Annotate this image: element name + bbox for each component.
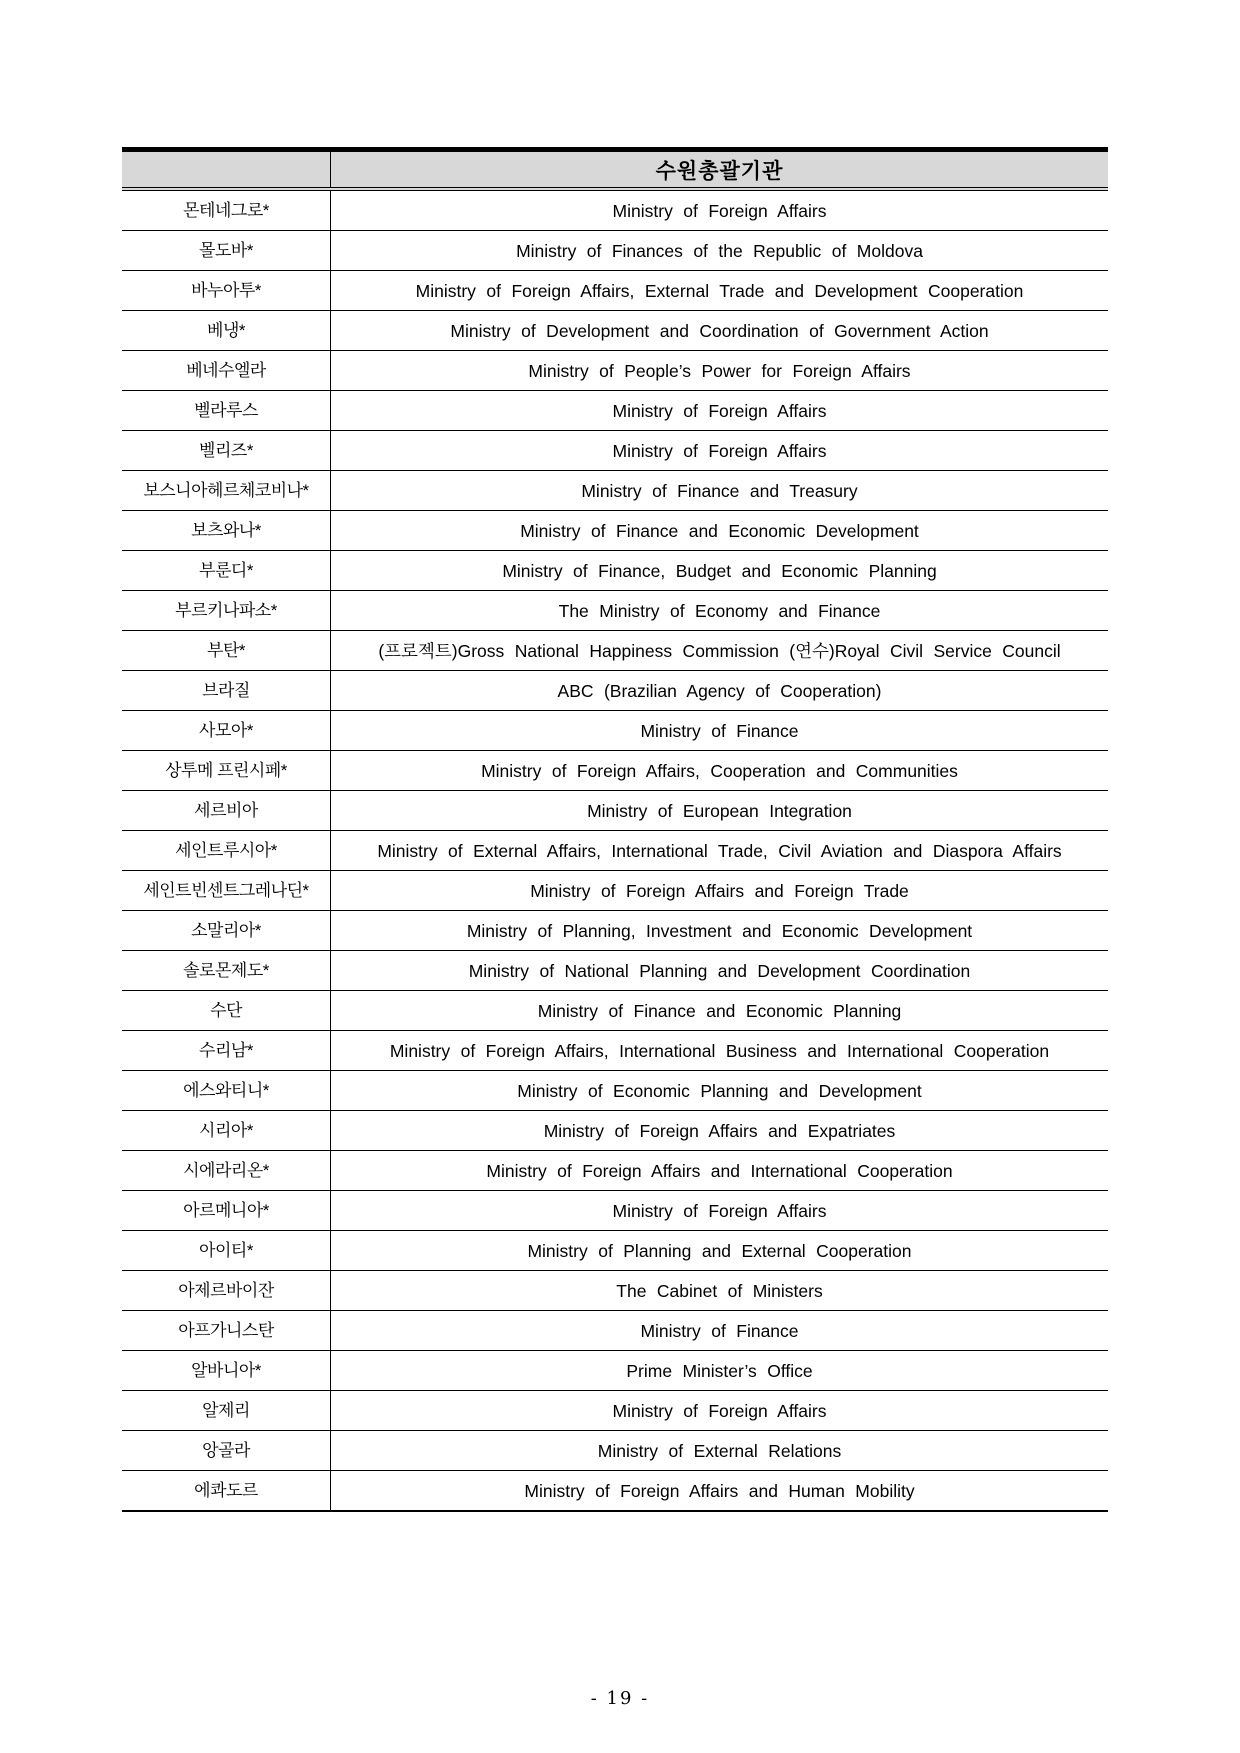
country-cell: 시리아*: [122, 1111, 331, 1150]
table-row: [122, 911, 1108, 951]
table-row: [122, 831, 1108, 871]
country-cell: 보스니아헤르체코비나*: [122, 471, 331, 510]
country-cell: 몰도바*: [122, 231, 331, 270]
agency-cell: Ministry of Finance and Treasury: [581, 480, 858, 501]
agency-cell: ABC (Brazilian Agency of Cooperation): [557, 680, 882, 701]
agency-cell: Ministry of Foreign Affairs: [612, 400, 827, 421]
table-row: [122, 751, 1108, 791]
table-row: [122, 1191, 1108, 1231]
table-row: [122, 631, 1108, 671]
agency-cell: Ministry of Finance, Budget and Economic Planning: [502, 560, 937, 581]
country-cell: 알바니아*: [122, 1351, 331, 1390]
country-cell: 세인트루시아*: [122, 831, 331, 870]
agency-cell: Ministry of Foreign Affairs, International Business and International Cooperation: [389, 1040, 1050, 1061]
table-row: [122, 391, 1108, 431]
agency-cell: Ministry of Finance: [640, 720, 799, 741]
agency-cell: Ministry of Finance and Economic Planning: [537, 1000, 902, 1021]
agency-cell: Ministry of Development and Coordination of Government Action: [450, 320, 989, 341]
table-row: [122, 551, 1108, 591]
agency-cell: Ministry of Finance: [640, 1320, 799, 1341]
agency-cell: Ministry of External Relations: [597, 1440, 842, 1461]
table-row: [122, 711, 1108, 751]
table-row: [122, 231, 1108, 271]
table-row: [122, 471, 1108, 511]
agency-cell: Ministry of Planning and External Cooperation: [527, 1240, 912, 1261]
country-cell: 벨리즈*: [122, 431, 331, 470]
country-cell: 베냉*: [122, 311, 331, 350]
table-row: [122, 271, 1108, 311]
header-agency-cell: 수원총괄기관: [655, 159, 784, 183]
agency-cell: Ministry of Foreign Affairs: [612, 200, 827, 221]
country-cell: 벨라루스: [122, 391, 331, 430]
agency-cell: Ministry of Planning, Investment and Economic Development: [466, 920, 973, 941]
table-row: [122, 991, 1108, 1031]
agency-cell: Ministry of Foreign Affairs, External Trade and Development Cooperation: [415, 280, 1024, 301]
country-cell: 솔로몬제도*: [122, 951, 331, 990]
agency-cell: Ministry of Foreign Affairs and Human Mobility: [524, 1480, 915, 1501]
agency-cell: Ministry of Foreign Affairs, Cooperation and Communities: [481, 760, 958, 781]
table-row: [122, 1351, 1108, 1391]
country-cell: 알제리: [122, 1391, 331, 1430]
table-row: [122, 1271, 1108, 1311]
table-row: [122, 951, 1108, 991]
table-row: [122, 1231, 1108, 1271]
table-row: [122, 1391, 1108, 1431]
table-row: [122, 1431, 1108, 1471]
agency-cell: Ministry of Economic Planning and Development: [517, 1080, 922, 1101]
table-row: [122, 871, 1108, 911]
country-cell: 아제르바이잔: [122, 1271, 331, 1310]
country-cell: 아프가니스탄: [122, 1311, 331, 1350]
agency-cell: Ministry of Foreign Affairs and International Cooperation: [486, 1160, 953, 1181]
table-row: [122, 311, 1108, 351]
table-row: [122, 671, 1108, 711]
country-cell: 수단: [122, 991, 331, 1030]
agency-cell: (프로젝트)Gross National Happiness Commission (연수)Royal Civil Service Council: [378, 640, 1061, 661]
country-cell: 부르키나파소*: [122, 591, 331, 630]
agency-cell: Ministry of People’s Power for Foreign Affairs: [528, 360, 911, 381]
agency-cell: The Cabinet of Ministers: [616, 1280, 823, 1301]
country-cell: 수리남*: [122, 1031, 331, 1070]
agency-cell: Ministry of Foreign Affairs: [612, 1400, 827, 1421]
country-cell: 에스와티니*: [122, 1071, 331, 1110]
table-header-row: [122, 147, 1108, 191]
agency-cell: Ministry of Finances of the Republic of Moldova: [516, 240, 923, 261]
table-row: [122, 591, 1108, 631]
country-cell: 아르메니아*: [122, 1191, 331, 1230]
country-cell: 보츠와나*: [122, 511, 331, 550]
country-cell: 부룬디*: [122, 551, 331, 590]
country-cell: 시에라리온*: [122, 1151, 331, 1190]
country-cell: 브라질: [122, 671, 331, 710]
table-row: [122, 791, 1108, 831]
country-cell: 세르비아: [122, 791, 331, 830]
table-row: [122, 351, 1108, 391]
agency-cell: Ministry of Foreign Affairs: [612, 440, 827, 461]
country-cell: 세인트빈센트그레나딘*: [122, 871, 331, 910]
agency-cell: Ministry of Foreign Affairs: [612, 1200, 827, 1221]
country-cell: 아이티*: [122, 1231, 331, 1270]
country-cell: 상투메 프린시페*: [122, 751, 331, 790]
table-body: [122, 191, 1108, 1512]
country-cell: 소말리아*: [122, 911, 331, 950]
country-cell: 부탄*: [122, 631, 331, 670]
country-cell: 몬테네그로*: [122, 191, 331, 230]
country-cell: 앙골라: [122, 1431, 331, 1470]
agency-cell: Ministry of Foreign Affairs and Foreign Trade: [530, 880, 909, 901]
country-cell: 사모아*: [122, 711, 331, 750]
table-row: [122, 1311, 1108, 1351]
page-number: - 19 -: [590, 1688, 650, 1709]
country-cell: 바누아투*: [122, 271, 331, 310]
country-cell: 에콰도르: [122, 1471, 331, 1510]
table-row: [122, 191, 1108, 231]
agency-cell: Ministry of National Planning and Development Coordination: [468, 960, 971, 981]
table-row: [122, 511, 1108, 551]
table-row: [122, 431, 1108, 471]
agency-cell: Ministry of External Affairs, International Trade, Civil Aviation and Diaspora Affairs: [377, 840, 1062, 861]
agency-cell: Ministry of European Integration: [587, 800, 852, 821]
country-cell: 베네수엘라: [122, 351, 331, 390]
aid-agency-table: [122, 147, 1108, 1512]
agency-cell: Prime Minister’s Office: [626, 1360, 813, 1381]
agency-cell: The Ministry of Economy and Finance: [558, 600, 881, 621]
table-row: [122, 1071, 1108, 1111]
table-row: [122, 1151, 1108, 1191]
table-row: [122, 1471, 1108, 1512]
table-row: [122, 1031, 1108, 1071]
agency-cell: Ministry of Foreign Affairs and Expatriates: [543, 1120, 896, 1141]
table-row: [122, 1111, 1108, 1151]
header-country-cell: [122, 152, 331, 187]
agency-cell: Ministry of Finance and Economic Development: [520, 520, 919, 541]
